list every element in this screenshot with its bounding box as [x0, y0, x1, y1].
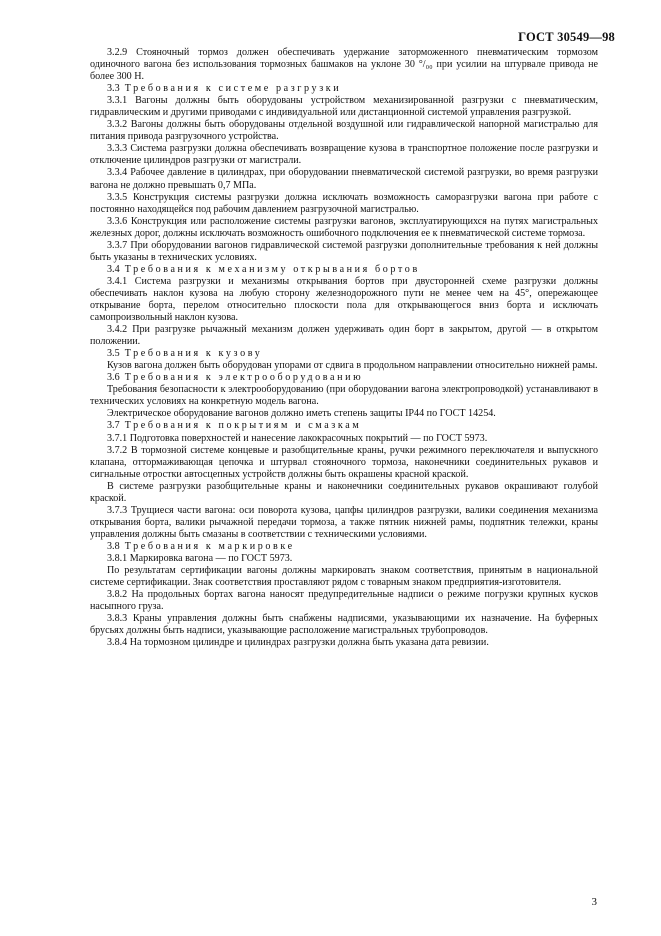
section-title: Требования к маркировке [124, 540, 295, 552]
section-heading [90, 264, 598, 276]
section-heading [90, 372, 598, 384]
section-heading [90, 541, 598, 553]
paragraph: По результатам сертификации вагоны должны маркировать знаком соответствия, принятым в национальной системе сертификации. Знак соответствия проставляют рядом с товарным знаком предприятия-изготовителя. [90, 565, 598, 589]
paragraph: 3.7.2 В тормозной системе концевые и разобщительные краны, ручки режимного переключателя и выпускного клапана, оттормаживающая цепочка и штурвал стояночного тормоза, наконечники соединительных рукавов и сигнальные отростки автосцепных устройств должны быть окрашены красной краской. [90, 444, 598, 480]
page-number: 3 [591, 896, 597, 908]
document-code: ГОСТ 30549—98 [518, 30, 615, 44]
paragraph: 3.4.2 При разгрузке рычажный механизм должен удерживать один борт в закрытом, другой — в открытом положении. [90, 324, 598, 348]
paragraph: 3.3.6 Конструкция или расположение системы разгрузки вагонов, эксплуатирующихся на путях магистральных железных дорог, должны исключать возможность ошибочного подключения ее к пневматической системе тормоза. [90, 215, 598, 239]
paragraph: 3.3.5 Конструкция системы разгрузки должна исключать возможность саморазгрузки вагона при работе с постоянно находящейся под рабочим давлением разгрузочной магистралью. [90, 191, 598, 215]
section-heading [90, 83, 598, 95]
section-number: 3.4 [107, 263, 120, 275]
paragraph: 3.3.3 Система разгрузки должна обеспечивать возвращение кузова в транспортное положение после разгрузки и отключение цилиндров разгрузки от магистрали. [90, 143, 598, 167]
section-number: 3.3 [107, 83, 120, 95]
paragraph: 3.8.2 На продольных бортах вагона наносят предупредительные надписи о режиме погрузки крупных кусков насыпного груза. [90, 589, 598, 613]
section-title: Требования к электрооборудованию [124, 372, 364, 384]
section-heading [90, 420, 598, 432]
section-title: Требования к кузову [124, 348, 263, 360]
paragraph: 3.3.7 При оборудовании вагонов гидравлической системой разгрузки дополнительные требования к ней должны быть указаны в технических условиях. [90, 239, 598, 263]
paragraph: 3.3.2 Вагоны должны быть оборудованы отдельной воздушной или гидравлической напорной магистралью для питания привода разгрузочного устройства. [90, 119, 598, 143]
paragraph: 3.7.3 Трущиеся части вагона: оси поворота кузова, цапфы цилиндров разгрузки, валики соединения механизма открывания борта, валики рычажной передачи тормоза, а также пятник нижней рамы, подпятник тележки, краны управления должны быть смазаны в соответствии с техническими условиями. [90, 504, 598, 540]
section-number: 3.6 [107, 372, 120, 384]
paragraph: 3.4.1 Система разгрузки и механизмы открывания бортов при двусторонней схеме разгрузки должны обеспечивать наклон кузова на любую сторону железнодорожного пути не менее чем на 45°, опережающее открывание борта, перелом относительно плоскости пола для открывающегося вниз борта и исключать самопроизвольный наклон кузова. [90, 275, 598, 324]
section-title: Требования к покрытиям и смазкам [124, 420, 362, 432]
section-title: Требования к механизму открывания бортов [124, 263, 420, 275]
section-heading [90, 348, 598, 360]
section-number: 3.8 [107, 540, 120, 552]
paragraph: Электрическое оборудование вагонов должно иметь степень защиты IP44 по ГОСТ 14254. [107, 408, 496, 420]
paragraph: 3.8.1 Маркировка вагона — по ГОСТ 5973. [107, 552, 293, 564]
paragraph: 3.7.1 Подготовка поверхностей и нанесение лакокрасочных покрытий — по ГОСТ 5973. [107, 432, 488, 444]
section-number: 3.5 [107, 348, 120, 360]
paragraph: 3.3.4 Рабочее давление в цилиндрах, при оборудовании пневматической системой разгрузки, во время разгрузки вагона не должно превышать 0,7 МПа. [90, 167, 598, 191]
paragraph: 3.8.3 Краны управления должны быть снабжены надписями, указывающими их назначение. На буферных брусьях должны быть надписи, указывающие расположение магистральных трубопроводов. [90, 613, 598, 637]
document-body [90, 47, 598, 649]
section-number: 3.7 [107, 420, 120, 432]
paragraph: В системе разгрузки разобщительные краны и наконечники соединительных рукавов окрашивают голубой краской. [90, 480, 598, 504]
paragraph: 3.2.9 Стояночный тормоз должен обеспечивать удержание заторможенного пневматическим тормозом одиночного вагона без использования тормозных башмаков на уклоне 30 °/₀₀ при усилии на штурвале привода не более 300 Н. [90, 47, 598, 83]
paragraph: 3.3.1 Вагоны должны быть оборудованы устройством механизированной разгрузки с пневматическим, гидравлическим и другими приводами с индивидуальной или дистанционной системой управления разгрузкой. [90, 95, 598, 119]
paragraph: 3.8.4 На тормозном цилиндре и цилиндрах разгрузки должна быть указана дата ревизии. [107, 637, 489, 649]
paragraph: Кузов вагона должен быть оборудован упорами от сдвига в продольном направлении относительно нижней рамы. [107, 360, 598, 372]
section-title: Требования к системе разгрузки [124, 83, 342, 95]
paragraph: Требования безопасности к электрооборудованию (при оборудовании вагона электропроводкой) устанавливают в технических условиях на конкретную модель вагона. [90, 384, 598, 408]
